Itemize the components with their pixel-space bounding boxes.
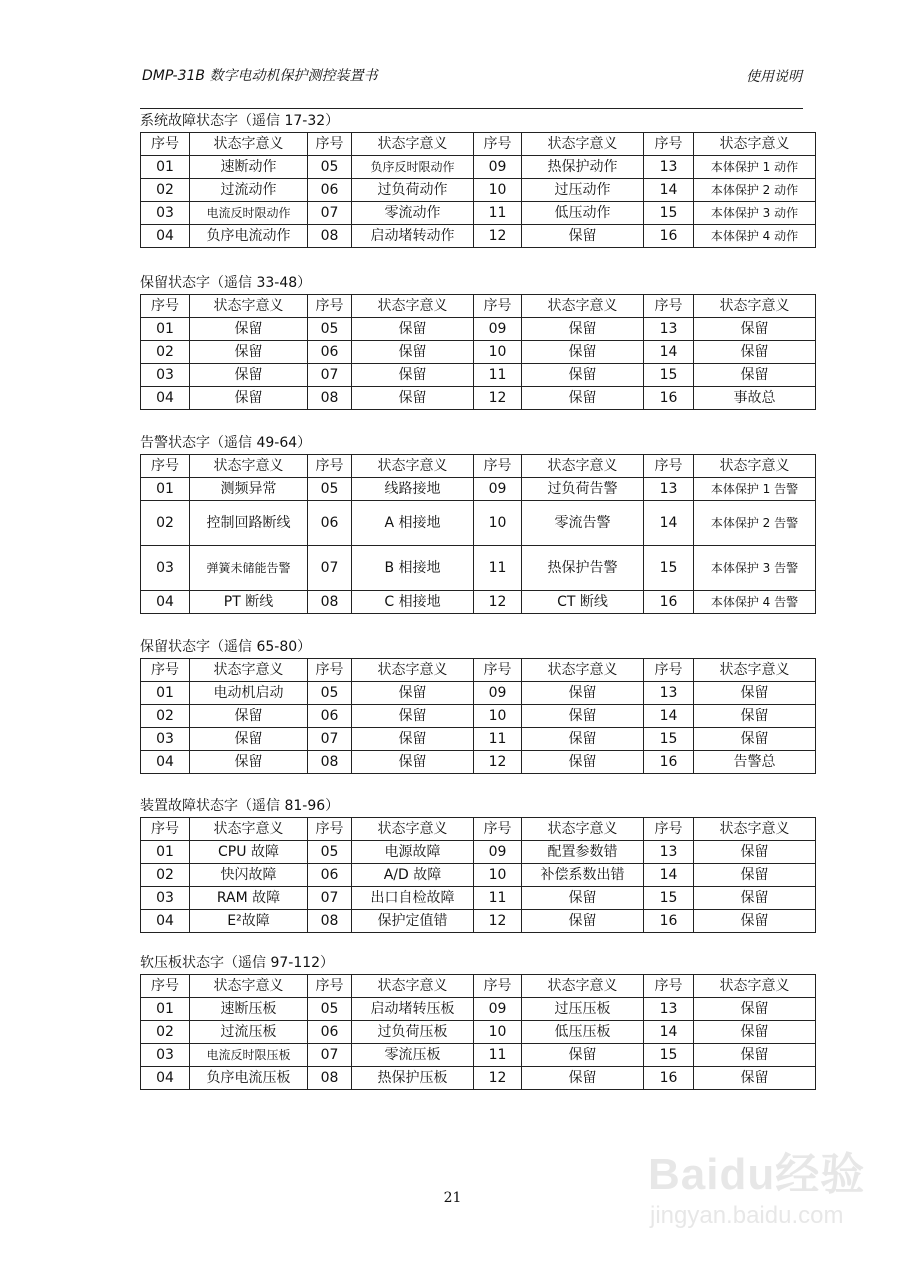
index-cell: 10 <box>474 341 522 364</box>
meaning-cell: 热保护告警 <box>522 546 644 591</box>
meaning-cell: CT 断线 <box>522 591 644 614</box>
meaning-cell: 线路接地 <box>352 478 474 501</box>
page-number: 21 <box>443 1190 462 1206</box>
index-cell: 06 <box>308 1021 352 1044</box>
index-cell: 15 <box>644 202 694 225</box>
meaning-cell: 告警总 <box>694 751 816 774</box>
index-cell: 14 <box>644 705 694 728</box>
index-cell: 01 <box>141 318 190 341</box>
index-cell: 02 <box>141 179 190 202</box>
table-header-row <box>141 133 816 156</box>
meaning-cell: 快闪故障 <box>190 864 308 887</box>
meaning-cell: C 相接地 <box>352 591 474 614</box>
header-cell: 序号 <box>474 295 522 318</box>
header-cell: 状态字意义 <box>352 975 474 998</box>
meaning-cell: 弹簧未储能告警 <box>190 546 308 591</box>
header-cell: 序号 <box>644 133 694 156</box>
index-cell: 16 <box>644 387 694 410</box>
index-cell: 07 <box>308 202 352 225</box>
table-row <box>141 341 816 364</box>
meaning-cell: 电源故障 <box>352 841 474 864</box>
table-row <box>141 1044 816 1067</box>
meaning-cell: 本体保护 1 告警 <box>694 478 816 501</box>
index-cell: 03 <box>141 546 190 591</box>
index-cell: 08 <box>308 387 352 410</box>
meaning-cell: 低压动作 <box>522 202 644 225</box>
index-cell: 05 <box>308 478 352 501</box>
index-cell: 04 <box>141 225 190 248</box>
index-cell: 15 <box>644 546 694 591</box>
index-cell: 06 <box>308 341 352 364</box>
header-cell: 序号 <box>474 659 522 682</box>
table-row <box>141 225 816 248</box>
header-cell: 状态字意义 <box>352 818 474 841</box>
header-cell: 序号 <box>308 455 352 478</box>
watermark-brand-text: Baidu经验 <box>648 1150 866 1199</box>
index-cell: 06 <box>308 501 352 546</box>
meaning-cell: 保留 <box>352 728 474 751</box>
header-cell: 状态字意义 <box>190 818 308 841</box>
index-cell: 03 <box>141 728 190 751</box>
header-cell: 序号 <box>644 818 694 841</box>
meaning-cell: 保留 <box>694 1067 816 1090</box>
header-rule <box>140 108 803 109</box>
table-row <box>141 501 816 546</box>
index-cell: 10 <box>474 179 522 202</box>
status-table <box>140 294 816 410</box>
header-cell: 状态字意义 <box>522 133 644 156</box>
header-cell: 状态字意义 <box>190 133 308 156</box>
index-cell: 13 <box>644 998 694 1021</box>
index-cell: 07 <box>308 364 352 387</box>
meaning-cell: 过负荷告警 <box>522 478 644 501</box>
meaning-cell: 本体保护 4 告警 <box>694 591 816 614</box>
meaning-cell: 保留 <box>522 318 644 341</box>
meaning-cell: 保留 <box>352 705 474 728</box>
meaning-cell: 零流压板 <box>352 1044 474 1067</box>
meaning-cell: A/D 故障 <box>352 864 474 887</box>
table-row <box>141 591 816 614</box>
index-cell: 01 <box>141 998 190 1021</box>
index-cell: 04 <box>141 1067 190 1090</box>
index-cell: 16 <box>644 225 694 248</box>
header-cell: 状态字意义 <box>694 659 816 682</box>
meaning-cell: 保留 <box>352 682 474 705</box>
index-cell: 07 <box>308 546 352 591</box>
header-cell: 序号 <box>644 455 694 478</box>
index-cell: 13 <box>644 156 694 179</box>
meaning-cell: 出口自检故障 <box>352 887 474 910</box>
meaning-cell: 保留 <box>694 682 816 705</box>
meaning-cell: 本体保护 2 告警 <box>694 501 816 546</box>
header-cell: 状态字意义 <box>522 295 644 318</box>
index-cell: 12 <box>474 225 522 248</box>
table-row <box>141 179 816 202</box>
table-row <box>141 998 816 1021</box>
index-cell: 03 <box>141 887 190 910</box>
table-row <box>141 202 816 225</box>
index-cell: 02 <box>141 341 190 364</box>
header-cell: 状态字意义 <box>522 455 644 478</box>
header-cell: 序号 <box>644 659 694 682</box>
meaning-cell: 本体保护 3 告警 <box>694 546 816 591</box>
header-cell: 序号 <box>644 975 694 998</box>
meaning-cell: 保留 <box>190 364 308 387</box>
index-cell: 15 <box>644 364 694 387</box>
meaning-cell: 热保护动作 <box>522 156 644 179</box>
index-cell: 04 <box>141 591 190 614</box>
index-cell: 16 <box>644 751 694 774</box>
meaning-cell: 零流告警 <box>522 501 644 546</box>
table-row <box>141 318 816 341</box>
status-section <box>140 952 815 1090</box>
header-cell: 序号 <box>141 295 190 318</box>
table-row <box>141 705 816 728</box>
meaning-cell: 启动堵转动作 <box>352 225 474 248</box>
status-table <box>140 974 816 1090</box>
meaning-cell: 零流动作 <box>352 202 474 225</box>
meaning-cell: 过流动作 <box>190 179 308 202</box>
header-cell: 状态字意义 <box>352 295 474 318</box>
header-cell: 状态字意义 <box>694 975 816 998</box>
index-cell: 11 <box>474 728 522 751</box>
meaning-cell: CPU 故障 <box>190 841 308 864</box>
index-cell: 12 <box>474 751 522 774</box>
meaning-cell: PT 断线 <box>190 591 308 614</box>
meaning-cell: B 相接地 <box>352 546 474 591</box>
index-cell: 13 <box>644 478 694 501</box>
index-cell: 16 <box>644 1067 694 1090</box>
index-cell: 14 <box>644 864 694 887</box>
table-row <box>141 364 816 387</box>
index-cell: 05 <box>308 156 352 179</box>
meaning-cell: 保留 <box>694 841 816 864</box>
header-cell: 状态字意义 <box>522 818 644 841</box>
meaning-cell: E²故障 <box>190 910 308 933</box>
status-section <box>140 110 815 248</box>
meaning-cell: 保留 <box>522 751 644 774</box>
meaning-cell: 保留 <box>352 387 474 410</box>
header-cell: 序号 <box>644 295 694 318</box>
meaning-cell: 保留 <box>694 1044 816 1067</box>
meaning-cell: 保留 <box>190 318 308 341</box>
table-header-row <box>141 818 816 841</box>
meaning-cell: 保留 <box>694 910 816 933</box>
index-cell: 05 <box>308 682 352 705</box>
index-cell: 04 <box>141 751 190 774</box>
index-cell: 16 <box>644 591 694 614</box>
meaning-cell: 保留 <box>694 1021 816 1044</box>
section-title: 告警状态字（遥信 49-64） <box>140 435 312 451</box>
header-cell: 序号 <box>141 659 190 682</box>
meaning-cell: 负序电流动作 <box>190 225 308 248</box>
index-cell: 10 <box>474 1021 522 1044</box>
index-cell: 09 <box>474 478 522 501</box>
index-cell: 08 <box>308 1067 352 1090</box>
index-cell: 10 <box>474 864 522 887</box>
header-cell: 序号 <box>141 818 190 841</box>
status-table <box>140 454 816 614</box>
table-row <box>141 841 816 864</box>
index-cell: 15 <box>644 1044 694 1067</box>
index-cell: 11 <box>474 364 522 387</box>
table-row <box>141 546 816 591</box>
meaning-cell: 保留 <box>522 705 644 728</box>
meaning-cell: 配置参数错 <box>522 841 644 864</box>
section-title: 保留状态字（遥信 33-48） <box>140 275 312 291</box>
table-row <box>141 387 816 410</box>
index-cell: 11 <box>474 546 522 591</box>
table-row <box>141 156 816 179</box>
index-cell: 04 <box>141 387 190 410</box>
meaning-cell: 保留 <box>522 387 644 410</box>
index-cell: 03 <box>141 202 190 225</box>
index-cell: 02 <box>141 501 190 546</box>
header-cell: 状态字意义 <box>694 133 816 156</box>
table-header-row <box>141 659 816 682</box>
meaning-cell: 保留 <box>352 364 474 387</box>
index-cell: 09 <box>474 682 522 705</box>
index-cell: 09 <box>474 998 522 1021</box>
header-cell: 状态字意义 <box>190 295 308 318</box>
index-cell: 10 <box>474 501 522 546</box>
table-row <box>141 682 816 705</box>
table-row <box>141 728 816 751</box>
status-section <box>140 272 815 410</box>
meaning-cell: 测频异常 <box>190 478 308 501</box>
meaning-cell: 保留 <box>522 887 644 910</box>
meaning-cell: 保留 <box>694 341 816 364</box>
table-row <box>141 1021 816 1044</box>
section-title: 保留状态字（遥信 65-80） <box>140 639 312 655</box>
meaning-cell: 低压压板 <box>522 1021 644 1044</box>
header-cell: 状态字意义 <box>190 659 308 682</box>
meaning-cell: 负序反时限动作 <box>352 156 474 179</box>
index-cell: 01 <box>141 682 190 705</box>
index-cell: 15 <box>644 887 694 910</box>
index-cell: 13 <box>644 682 694 705</box>
header-cell: 状态字意义 <box>522 659 644 682</box>
table-row <box>141 1067 816 1090</box>
index-cell: 05 <box>308 318 352 341</box>
index-cell: 05 <box>308 998 352 1021</box>
meaning-cell: 保留 <box>190 751 308 774</box>
header-cell: 状态字意义 <box>694 455 816 478</box>
index-cell: 12 <box>474 1067 522 1090</box>
meaning-cell: 保留 <box>352 751 474 774</box>
index-cell: 12 <box>474 387 522 410</box>
meaning-cell: 本体保护 2 动作 <box>694 179 816 202</box>
table-header-row <box>141 295 816 318</box>
header-cell: 状态字意义 <box>694 818 816 841</box>
meaning-cell: 保留 <box>352 318 474 341</box>
section-title: 软压板状态字（遥信 97-112） <box>140 955 335 971</box>
index-cell: 16 <box>644 910 694 933</box>
meaning-cell: 速断动作 <box>190 156 308 179</box>
index-cell: 01 <box>141 841 190 864</box>
index-cell: 09 <box>474 841 522 864</box>
meaning-cell: 电流反时限压板 <box>190 1044 308 1067</box>
meaning-cell: RAM 故障 <box>190 887 308 910</box>
header-cell: 序号 <box>141 975 190 998</box>
meaning-cell: 过压压板 <box>522 998 644 1021</box>
index-cell: 15 <box>644 728 694 751</box>
index-cell: 09 <box>474 156 522 179</box>
index-cell: 06 <box>308 179 352 202</box>
table-row <box>141 751 816 774</box>
header-cell: 序号 <box>141 455 190 478</box>
meaning-cell: 保留 <box>190 341 308 364</box>
index-cell: 11 <box>474 1044 522 1067</box>
index-cell: 10 <box>474 705 522 728</box>
table-row <box>141 864 816 887</box>
index-cell: 06 <box>308 705 352 728</box>
meaning-cell: 负序电流压板 <box>190 1067 308 1090</box>
meaning-cell: 保留 <box>522 910 644 933</box>
meaning-cell: 保留 <box>352 341 474 364</box>
meaning-cell: 本体保护 3 动作 <box>694 202 816 225</box>
meaning-cell: 保留 <box>522 682 644 705</box>
meaning-cell: 保留 <box>522 1067 644 1090</box>
index-cell: 09 <box>474 318 522 341</box>
header-cell: 序号 <box>141 133 190 156</box>
meaning-cell: 过流压板 <box>190 1021 308 1044</box>
meaning-cell: 控制回路断线 <box>190 501 308 546</box>
index-cell: 02 <box>141 705 190 728</box>
index-cell: 13 <box>644 841 694 864</box>
index-cell: 08 <box>308 591 352 614</box>
meaning-cell: 热保护压板 <box>352 1067 474 1090</box>
index-cell: 13 <box>644 318 694 341</box>
header-cell: 状态字意义 <box>190 975 308 998</box>
index-cell: 14 <box>644 179 694 202</box>
index-cell: 08 <box>308 225 352 248</box>
index-cell: 14 <box>644 1021 694 1044</box>
header-cell: 状态字意义 <box>190 455 308 478</box>
watermark <box>640 1138 870 1248</box>
meaning-cell: 保留 <box>190 705 308 728</box>
header-cell: 序号 <box>474 455 522 478</box>
meaning-cell: 电动机启动 <box>190 682 308 705</box>
meaning-cell: 保留 <box>190 387 308 410</box>
index-cell: 12 <box>474 910 522 933</box>
meaning-cell: 保留 <box>522 364 644 387</box>
index-cell: 12 <box>474 591 522 614</box>
index-cell: 08 <box>308 751 352 774</box>
section-title: 系统故障状态字（遥信 17-32） <box>140 113 340 129</box>
meaning-cell: 保留 <box>694 728 816 751</box>
meaning-cell: 保护定值错 <box>352 910 474 933</box>
meaning-cell: 启动堵转压板 <box>352 998 474 1021</box>
index-cell: 08 <box>308 910 352 933</box>
index-cell: 05 <box>308 841 352 864</box>
header-cell: 序号 <box>474 818 522 841</box>
index-cell: 11 <box>474 202 522 225</box>
meaning-cell: 保留 <box>522 728 644 751</box>
index-cell: 03 <box>141 1044 190 1067</box>
meaning-cell: 保留 <box>694 998 816 1021</box>
meaning-cell: 速断压板 <box>190 998 308 1021</box>
index-cell: 07 <box>308 1044 352 1067</box>
index-cell: 11 <box>474 887 522 910</box>
index-cell: 07 <box>308 728 352 751</box>
index-cell: 03 <box>141 364 190 387</box>
index-cell: 02 <box>141 1021 190 1044</box>
meaning-cell: 保留 <box>694 864 816 887</box>
meaning-cell: A 相接地 <box>352 501 474 546</box>
header-right-label: 使用说明 <box>746 69 802 85</box>
meaning-cell: 过压动作 <box>522 179 644 202</box>
table-row <box>141 910 816 933</box>
index-cell: 01 <box>141 478 190 501</box>
meaning-cell: 保留 <box>522 225 644 248</box>
watermark-brand <box>648 1138 865 1202</box>
meaning-cell: 保留 <box>522 341 644 364</box>
meaning-cell: 保留 <box>190 728 308 751</box>
status-section <box>140 636 815 774</box>
table-row <box>141 478 816 501</box>
header-cell: 序号 <box>308 818 352 841</box>
meaning-cell: 电流反时限动作 <box>190 202 308 225</box>
header-cell: 序号 <box>308 133 352 156</box>
header-cell: 状态字意义 <box>522 975 644 998</box>
status-section <box>140 795 815 933</box>
meaning-cell: 补偿系数出错 <box>522 864 644 887</box>
index-cell: 01 <box>141 156 190 179</box>
status-table <box>140 817 816 933</box>
section-title: 装置故障状态字（遥信 81-96） <box>140 798 340 814</box>
meaning-cell: 保留 <box>694 887 816 910</box>
table-header-row <box>141 455 816 478</box>
header-cell: 序号 <box>474 133 522 156</box>
table-row <box>141 887 816 910</box>
index-cell: 06 <box>308 864 352 887</box>
header-cell: 状态字意义 <box>352 133 474 156</box>
status-section <box>140 432 815 614</box>
header-cell: 序号 <box>474 975 522 998</box>
meaning-cell: 本体保护 1 动作 <box>694 156 816 179</box>
watermark-url: jingyan.baidu.com <box>650 1202 844 1229</box>
index-cell: 07 <box>308 887 352 910</box>
meaning-cell: 本体保护 4 动作 <box>694 225 816 248</box>
meaning-cell: 过负荷压板 <box>352 1021 474 1044</box>
meaning-cell: 事故总 <box>694 387 816 410</box>
header-cell: 状态字意义 <box>352 455 474 478</box>
table-header-row <box>141 975 816 998</box>
status-table <box>140 132 816 248</box>
meaning-cell: 过负荷动作 <box>352 179 474 202</box>
header-cell: 序号 <box>308 295 352 318</box>
header-cell: 序号 <box>308 659 352 682</box>
meaning-cell: 保留 <box>694 364 816 387</box>
meaning-cell: 保留 <box>522 1044 644 1067</box>
header-cell: 序号 <box>308 975 352 998</box>
meaning-cell: 保留 <box>694 318 816 341</box>
index-cell: 04 <box>141 910 190 933</box>
meaning-cell: 保留 <box>694 705 816 728</box>
index-cell: 14 <box>644 501 694 546</box>
index-cell: 02 <box>141 864 190 887</box>
status-table <box>140 658 816 774</box>
header-cell: 状态字意义 <box>352 659 474 682</box>
index-cell: 14 <box>644 341 694 364</box>
header-cell: 状态字意义 <box>694 295 816 318</box>
header-title: DMP-31B 数字电动机保护测控装置书 <box>142 68 378 84</box>
